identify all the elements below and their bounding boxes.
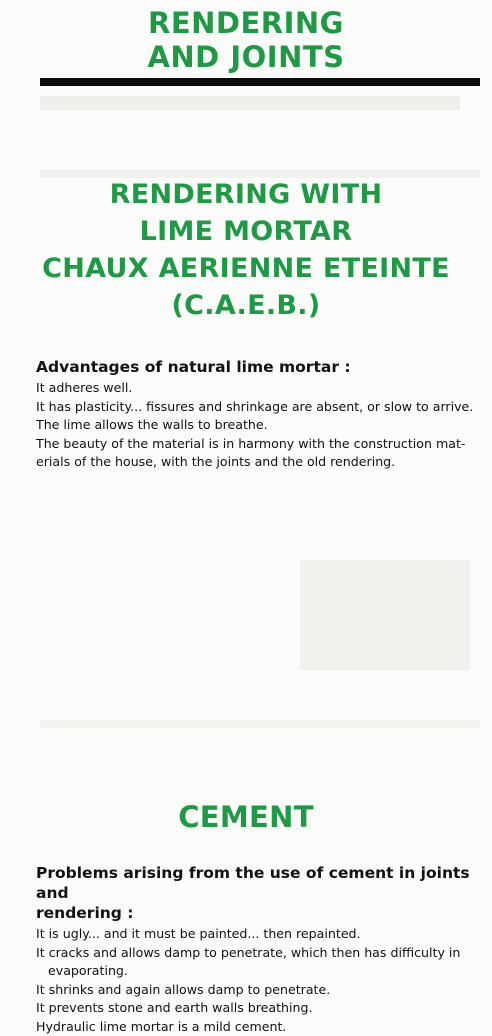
- lime-section-heading: [0, 176, 492, 324]
- body-line: evaporating.: [36, 962, 482, 981]
- lime-heading-line: (C.A.E.B.): [172, 290, 321, 321]
- lime-heading-line: CHAUX AERIENNE ETEINTE: [42, 253, 450, 284]
- cement-problems-heading: [36, 863, 482, 923]
- page-title-line: AND JOINTS: [147, 40, 344, 74]
- body-line: It prevents stone and earth walls breathing.: [36, 999, 482, 1018]
- title-divider: [40, 78, 480, 86]
- body-line: It shrinks and again allows damp to penetrate.: [36, 981, 482, 1000]
- page-title-line: RENDERING: [148, 6, 344, 40]
- lime-advantages-block: [36, 357, 482, 472]
- body-line: It has plasticity... fissures and shrinkage are absent, or slow to arrive.: [36, 398, 482, 417]
- body-line: It is ugly... and it must be painted... then repainted.: [36, 925, 482, 944]
- body-line: It adheres well.: [36, 379, 482, 398]
- page-title: [0, 6, 492, 74]
- body-line: erials of the house, with the joints and the old rendering.: [36, 453, 482, 472]
- cement-section-heading: CEMENT: [0, 798, 492, 836]
- cement-problems-heading-line: Problems arising from the use of cement in joints and: [36, 864, 470, 902]
- lime-heading-line: RENDERING WITH: [110, 179, 383, 210]
- show-through-mark: [40, 96, 460, 110]
- show-through-mark: [300, 560, 470, 670]
- body-line: The lime allows the walls to breathe.: [36, 416, 482, 435]
- cement-problems-heading-line: rendering :: [36, 904, 133, 922]
- body-line: It cracks and allows damp to penetrate, which then has difficulty in: [36, 944, 482, 963]
- lime-advantages-heading: Advantages of natural lime mortar :: [36, 357, 482, 377]
- show-through-mark: [40, 720, 480, 728]
- lime-heading-line: LIME MORTAR: [140, 216, 353, 247]
- body-line: The beauty of the material is in harmony with the construction mat-: [36, 435, 482, 454]
- cement-problems-block: [36, 863, 482, 1036]
- body-line: Hydraulic lime mortar is a mild cement.: [36, 1018, 482, 1036]
